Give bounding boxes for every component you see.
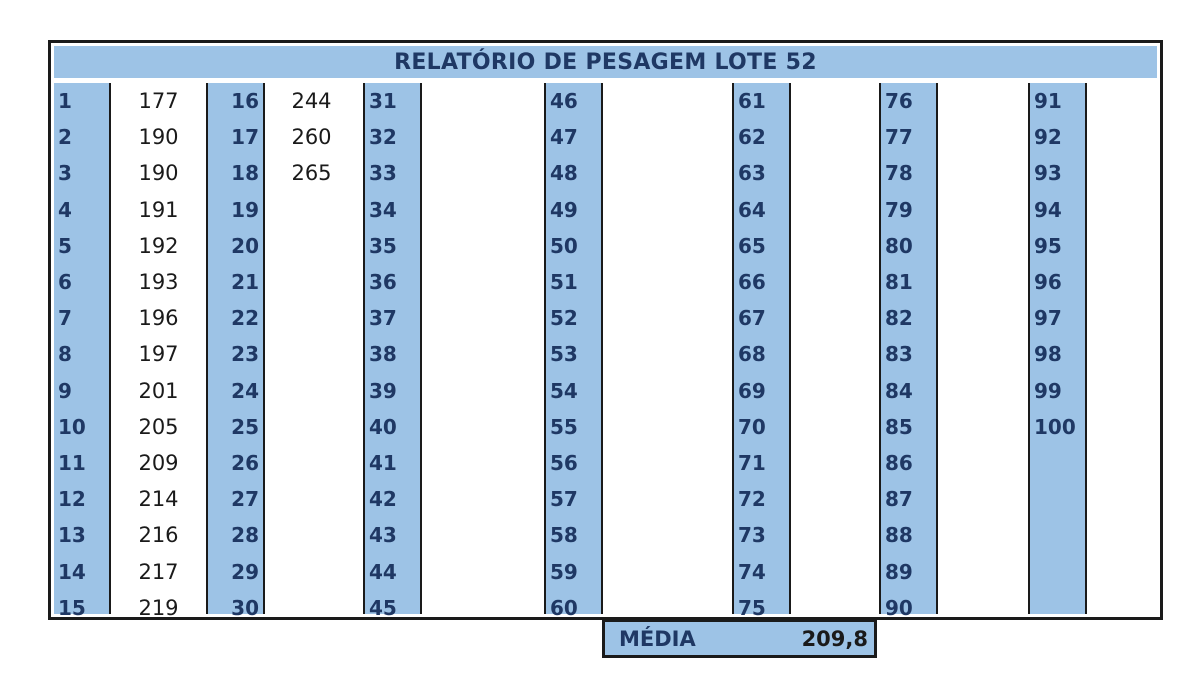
weight-cell[interactable]: 214 [138,487,179,512]
weight-cell[interactable] [603,264,732,300]
weight-cell[interactable] [938,300,1028,336]
weight-cell[interactable] [791,409,881,445]
lot-number-cell: 79 [885,197,913,222]
lot-number-cell: 94 [1034,197,1062,222]
lot-number-cell: 10 [58,414,86,439]
weight-cell[interactable]: 216 [138,523,179,548]
weight-cell[interactable] [1087,119,1157,155]
weight-cell[interactable] [1087,409,1157,445]
lot-number-cell: 26 [231,451,259,476]
lot-number-cell: 18 [231,161,259,186]
lot-number-cell: 100 [1034,414,1076,439]
weight-cell[interactable] [1087,590,1157,626]
lot-number-cell: 29 [231,559,259,584]
lot-number-cell: 21 [231,270,259,295]
lot-number-cell: 90 [885,595,913,620]
lot-number-cell: 12 [58,487,86,512]
lot-number-cell: 3 [58,161,72,186]
lot-number-cell: 44 [369,559,397,584]
weight-cell[interactable]: 196 [138,306,179,331]
weight-cell[interactable] [1087,336,1157,372]
weight-cell[interactable] [938,554,1028,590]
weight-cell[interactable]: 193 [138,270,179,295]
lot-number-cell: 49 [550,197,578,222]
weight-cell[interactable] [1087,83,1157,119]
lot-number-cell: 6 [58,270,72,295]
lot-number-cell: 20 [231,233,259,258]
weight-cell[interactable] [791,83,881,119]
lot-number-cell: 97 [1034,306,1062,331]
lot-number-cell: 48 [550,161,578,186]
lot-number-cell: 59 [550,559,578,584]
weight-cell[interactable]: 260 [291,125,332,150]
weight-cell[interactable] [938,264,1028,300]
weight-cell[interactable] [603,83,732,119]
lot-number-cell: 30 [231,595,259,620]
lot-number-cell: 51 [550,270,578,295]
lot-number-cell: 39 [369,378,397,403]
lot-number-cell: 54 [550,378,578,403]
lot-number-cell: 24 [231,378,259,403]
lot-number-cell: 11 [58,451,86,476]
lot-number-cell: 81 [885,270,913,295]
lot-number-cell: 61 [738,89,766,114]
weight-cell[interactable]: 244 [291,89,332,114]
lot-number-cell: 88 [885,523,913,548]
weight-cell[interactable] [791,119,881,155]
weight-cell[interactable] [603,300,732,336]
lot-number-cell: 82 [885,306,913,331]
lot-number-cell: 52 [550,306,578,331]
lot-number-cell: 62 [738,125,766,150]
lot-number-cell: 70 [738,414,766,439]
lot-number-cell: 34 [369,197,397,222]
weight-cell[interactable]: 190 [138,125,179,150]
weight-cell[interactable] [603,228,732,264]
weight-cell[interactable]: 191 [138,197,179,222]
weight-cell[interactable] [938,119,1028,155]
weights-grid [54,83,1157,620]
weight-cell[interactable] [265,192,358,228]
lot-number-cell: 16 [231,89,259,114]
weight-cell[interactable] [1087,445,1157,481]
lot-number-cell: 9 [58,378,72,403]
lot-number-cell: 93 [1034,161,1062,186]
weight-cell[interactable] [791,300,881,336]
lot-number-cell: 2 [58,125,72,150]
weight-cell[interactable]: 190 [138,161,179,186]
lot-number-cell: 23 [231,342,259,367]
lot-number-cell: 38 [369,342,397,367]
lot-number-cell: 40 [369,414,397,439]
lot-number-cell: 91 [1034,89,1062,114]
weight-cell[interactable] [265,554,358,590]
weight-cell[interactable] [265,481,358,517]
weight-cell[interactable] [938,228,1028,264]
weight-cell[interactable]: 197 [138,342,179,367]
lot-number-cell: 86 [885,451,913,476]
lot-number-cell: 69 [738,378,766,403]
weight-cell[interactable] [1087,228,1157,264]
weight-cell[interactable] [938,373,1028,409]
lot-number-cell: 36 [369,270,397,295]
weight-cell[interactable] [938,517,1028,553]
lot-number-cell: 71 [738,451,766,476]
lot-number-cell: 4 [58,197,72,222]
lot-number-cell: 13 [58,523,86,548]
weight-cell[interactable] [265,517,358,553]
average-label: MÉDIA [619,626,696,651]
weight-cell[interactable] [265,590,358,626]
lot-number-cell: 75 [738,595,766,620]
weight-cell[interactable] [1087,373,1157,409]
weight-cell[interactable] [791,445,881,481]
weight-cell[interactable] [603,409,732,445]
weight-cell[interactable]: 177 [138,89,179,114]
lot-number-cell: 99 [1034,378,1062,403]
weight-cell[interactable] [265,409,358,445]
lot-number-cell: 25 [231,414,259,439]
lot-number-cell: 67 [738,306,766,331]
lot-number-cell: 5 [58,233,72,258]
weight-cell[interactable] [265,373,358,409]
weight-cell[interactable] [1087,481,1157,517]
weight-cell[interactable] [603,554,732,590]
lot-number-cell: 96 [1034,270,1062,295]
lot-number-cell: 19 [231,197,259,222]
weight-cell[interactable] [1087,554,1157,590]
lot-number-cell: 57 [550,487,578,512]
lot-number-cell: 35 [369,233,397,258]
lot-number-cell: 80 [885,233,913,258]
lot-number-cell: 50 [550,233,578,258]
weight-cell[interactable]: 192 [138,233,179,258]
lot-number-cell: 83 [885,342,913,367]
lot-number-cell: 76 [885,89,913,114]
lot-number-cell: 1 [58,89,72,114]
weight-cell[interactable]: 209 [138,451,179,476]
lot-number-cell: 77 [885,125,913,150]
weight-cell[interactable] [938,409,1028,445]
lot-number-cell: 63 [738,161,766,186]
weight-cell[interactable] [265,445,358,481]
average-value: 209,8 [801,626,868,651]
weight-cell[interactable] [791,336,881,372]
lot-number-cell: 73 [738,523,766,548]
weight-cell[interactable] [603,155,732,191]
weight-cell[interactable] [1087,517,1157,553]
weight-cell[interactable] [938,192,1028,228]
weight-cell[interactable] [791,155,881,191]
weight-cell[interactable]: 217 [138,559,179,584]
weight-cell[interactable] [603,336,732,372]
weight-cell[interactable] [938,83,1028,119]
lot-number-cell: 37 [369,306,397,331]
lot-number-cell: 92 [1034,125,1062,150]
weight-cell[interactable] [938,155,1028,191]
weight-cell[interactable] [603,373,732,409]
lot-number-cell: 42 [369,487,397,512]
lot-number-cell: 55 [550,414,578,439]
weight-cell[interactable] [938,336,1028,372]
lot-number-cell: 98 [1034,342,1062,367]
weight-cell[interactable]: 265 [291,161,332,186]
lot-number-cell: 43 [369,523,397,548]
lot-number-cell: 7 [58,306,72,331]
weight-cell[interactable] [1087,300,1157,336]
lot-number-cell: 74 [738,559,766,584]
lot-number-cell: 45 [369,595,397,620]
weight-cell[interactable] [938,590,1028,626]
lot-number-cell: 60 [550,595,578,620]
lot-number-cell: 15 [58,595,86,620]
lot-number-cell: 46 [550,89,578,114]
weight-cell[interactable] [603,517,732,553]
weight-cell[interactable]: 201 [138,378,179,403]
weight-cell[interactable] [791,481,881,517]
weight-cell[interactable] [603,192,732,228]
report-title: RELATÓRIO DE PESAGEM LOTE 52 [54,46,1157,78]
weight-cell[interactable] [791,228,881,264]
lot-number-cell: 17 [231,125,259,150]
lot-number-cell: 27 [231,487,259,512]
lot-number-cell: 28 [231,523,259,548]
lot-number-cell: 53 [550,342,578,367]
weight-cell[interactable] [1087,264,1157,300]
lot-number-cell: 56 [550,451,578,476]
lot-number-cell: 8 [58,342,72,367]
weighing-report-table [48,40,1163,620]
weight-cell[interactable] [265,336,358,372]
weight-cell[interactable] [603,481,732,517]
weight-cell[interactable] [938,481,1028,517]
lot-number-cell: 64 [738,197,766,222]
weight-cell[interactable]: 205 [138,414,179,439]
lot-number-cell: 47 [550,125,578,150]
weight-cell[interactable] [603,119,732,155]
weight-cell[interactable] [938,445,1028,481]
weight-cell[interactable] [265,300,358,336]
lot-number-cell: 95 [1034,233,1062,258]
weight-cell[interactable]: 219 [138,595,179,620]
average-box [602,620,877,658]
lot-number-cell: 31 [369,89,397,114]
lot-number-cell: 84 [885,378,913,403]
weight-cell[interactable] [791,192,881,228]
weight-cell[interactable] [791,373,881,409]
weight-cell[interactable] [265,228,358,264]
lot-number-cell: 89 [885,559,913,584]
weight-cell[interactable] [1087,155,1157,191]
lot-number-cell: 87 [885,487,913,512]
lot-number-cell: 14 [58,559,86,584]
weight-cell[interactable] [1087,192,1157,228]
lot-number-cell: 66 [738,270,766,295]
lot-number-cell: 22 [231,306,259,331]
weight-cell[interactable] [791,517,881,553]
lot-number-cell: 78 [885,161,913,186]
lot-number-cell: 68 [738,342,766,367]
lot-number-cell: 85 [885,414,913,439]
weight-cell[interactable] [791,554,881,590]
lot-number-cell: 41 [369,451,397,476]
lot-number-cell: 32 [369,125,397,150]
weight-cell[interactable] [791,264,881,300]
lot-number-cell: 58 [550,523,578,548]
lot-number-cell: 72 [738,487,766,512]
lot-number-cell: 65 [738,233,766,258]
lot-number-cell: 33 [369,161,397,186]
weight-cell[interactable] [603,445,732,481]
weight-cell[interactable] [265,264,358,300]
